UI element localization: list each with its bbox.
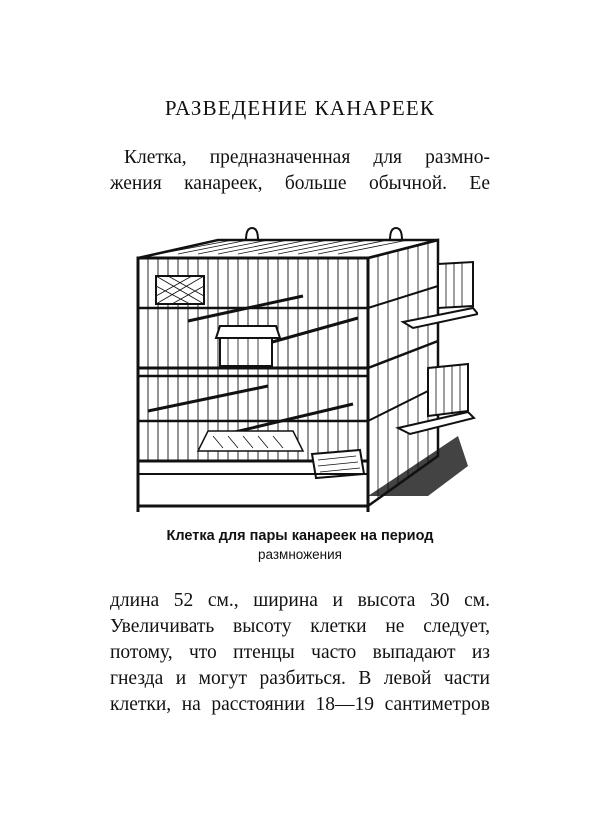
floor-tray — [198, 431, 303, 451]
side-feeder-bottom — [428, 364, 468, 416]
cage-illustration — [128, 226, 478, 516]
paragraph-bottom — [110, 588, 490, 718]
paragraph-top — [110, 145, 490, 197]
paragraph-bottom-line: гнезда и могут разбиться. В левой части — [110, 668, 490, 689]
hook-left — [246, 228, 258, 240]
side-bars — [378, 243, 428, 499]
hook-right — [390, 228, 402, 240]
paragraph-bottom-line: Увеличивать высоту клетки не следует, — [110, 616, 490, 637]
caption-line-2: размножения — [258, 547, 342, 562]
paragraph-top-line-1: Клетка, предназначенная для размно- — [124, 147, 490, 168]
paragraph-bottom-line: клетки, на расстоянии 18—19 сантиметров — [110, 694, 490, 715]
paragraph-bottom-line: длина 52 см., ширина и высота 30 см. — [110, 590, 490, 611]
chapter-heading: РАЗВЕДЕНИЕ КАНАРЕЕК — [164, 96, 436, 120]
caption-line-1: Клетка для пары канареек на период — [166, 528, 434, 544]
paragraph-top-line-2: жения канареек, больше обычной. Ее — [110, 173, 490, 194]
paragraph-bottom-line: потому, что птенцы часто выпадают из — [110, 642, 490, 663]
side-feeder-top — [438, 262, 473, 308]
feeder-center — [216, 326, 280, 338]
figure-caption — [0, 527, 600, 564]
